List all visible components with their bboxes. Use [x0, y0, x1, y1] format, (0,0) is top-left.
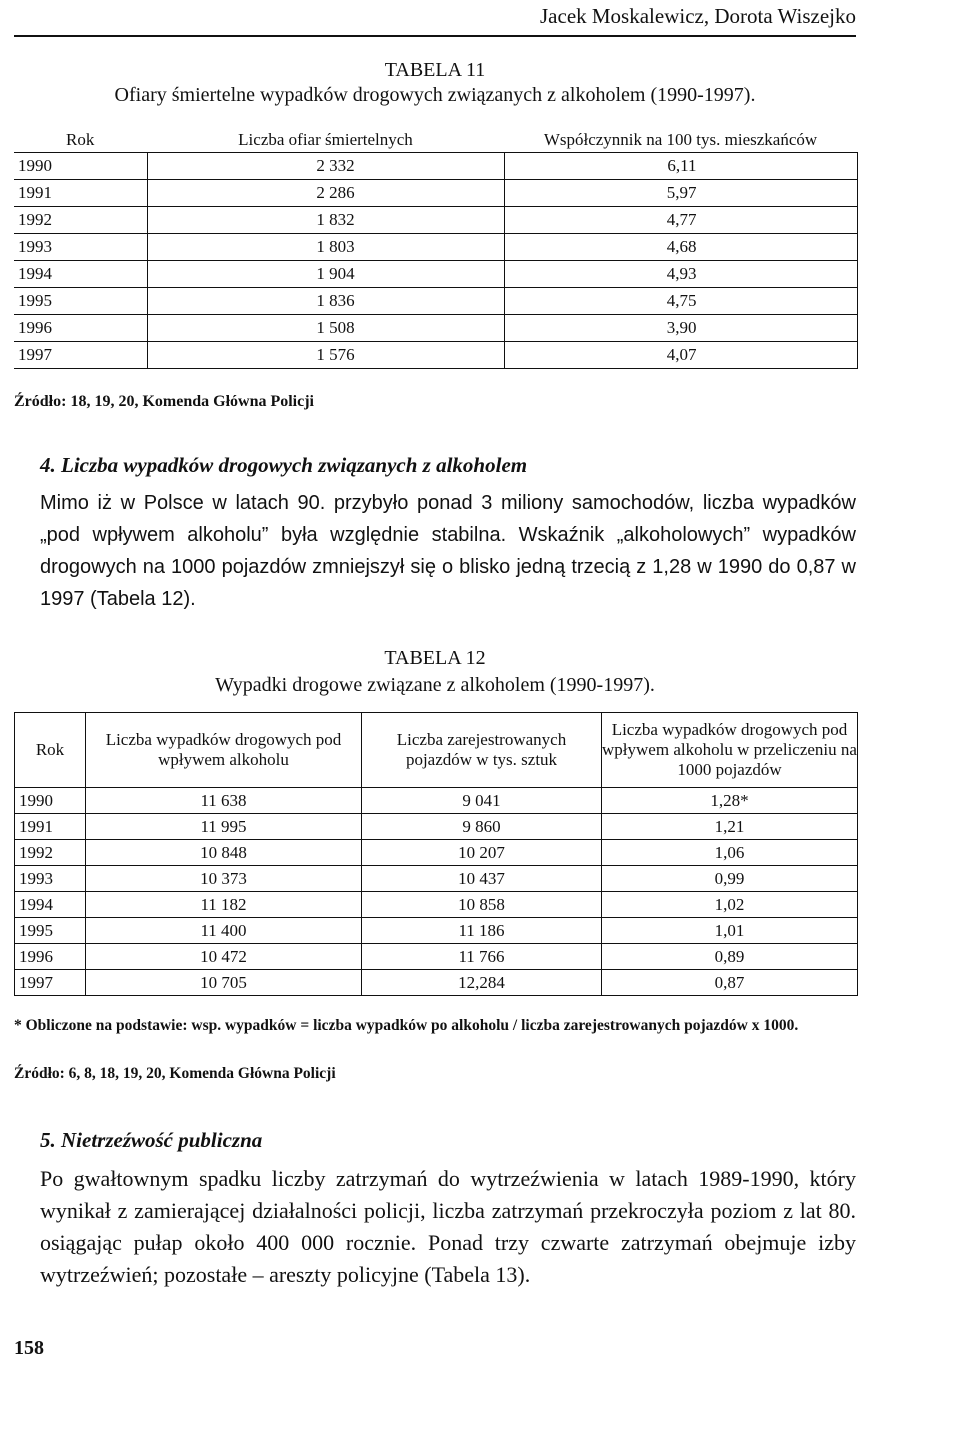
cell-year: 1990: [15, 788, 86, 814]
running-header: Jacek Moskalewicz, Dorota Wiszejko: [14, 2, 856, 37]
cell-year: 1992: [14, 207, 147, 234]
cell-year: 1995: [14, 288, 147, 315]
table-row: [14, 315, 857, 342]
cell-fatalities: 1 904: [147, 261, 504, 288]
table-row: [15, 944, 858, 970]
section5-heading: 5. Nietrzeźwość publiczna: [40, 1128, 263, 1152]
table12-header-row: [15, 713, 858, 788]
cell-fatalities: 1 836: [147, 288, 504, 315]
table12-col-header: Liczba wypadków drogowych pod wpływem alkoholu w przeliczeniu na 1000 pojazdów: [602, 713, 858, 788]
cell-year: 1990: [14, 153, 147, 180]
cell-year: 1996: [14, 315, 147, 342]
table12-col-header: Rok: [15, 713, 86, 788]
table-row: [15, 814, 858, 840]
cell-rate: 1,21: [602, 814, 858, 840]
cell-year: 1996: [15, 944, 86, 970]
table-row: [14, 180, 857, 207]
table12-source: Źródło: 6, 8, 18, 19, 20, Komenda Główna Policji: [14, 1065, 336, 1082]
cell-vehicles: 11 766: [362, 944, 602, 970]
cell-rate: 6,11: [504, 153, 857, 180]
table12: [14, 712, 858, 996]
table11-col-header: Współczynnik na 100 tys. mieszkańców: [504, 128, 857, 153]
cell-accidents: 10 705: [86, 970, 362, 996]
table12-label: TABELA 12: [384, 647, 486, 669]
cell-rate: 5,97: [504, 180, 857, 207]
section5-paragraph: Po gwałtownym spadku liczby zatrzymań do wytrzeźwienia w latach 1989-1990, który wynikał z zamierającej działalności policji, liczba zatrzymań przekroczyła poziom z lat 80. osiągając pułap około 400 000 rocznie. Ponad trzy czwarte zatrzymań obejmuje izby wytrzeźwień; pozostałe – areszty policyjne (Tabela 13).: [40, 1166, 856, 1287]
cell-rate: 1,28*: [602, 788, 858, 814]
cell-year: 1991: [14, 180, 147, 207]
cell-year: 1993: [15, 866, 86, 892]
cell-year: 1995: [15, 918, 86, 944]
table-row: [14, 261, 857, 288]
cell-rate: 0,99: [602, 866, 858, 892]
cell-rate: 0,89: [602, 944, 858, 970]
cell-vehicles: 9 041: [362, 788, 602, 814]
table12-title: Wypadki drogowe związane z alkoholem (1990-1997).: [215, 674, 655, 696]
cell-accidents: 11 182: [86, 892, 362, 918]
cell-fatalities: 1 508: [147, 315, 504, 342]
cell-rate: 0,87: [602, 970, 858, 996]
cell-fatalities: 1 803: [147, 234, 504, 261]
cell-rate: 4,93: [504, 261, 857, 288]
section4-paragraph: Mimo iż w Polsce w latach 90. przybyło ponad 3 miliony samochodów, liczba wypadków „pod wpływem alkoholu” była względnie stabilna. Wskaźnik „alkoholowych” wypadków drogowych na 1000 pojazdów zmniejszył się o blisko jedną trzecią z 1,28 w 1990 do 0,87 w 1997 (Tabela 12).: [40, 492, 856, 610]
cell-rate: 1,02: [602, 892, 858, 918]
cell-rate: 4,07: [504, 342, 857, 369]
table-row: [14, 207, 857, 234]
cell-fatalities: 1 576: [147, 342, 504, 369]
cell-rate: 4,68: [504, 234, 857, 261]
cell-fatalities: 2 332: [147, 153, 504, 180]
table-row: [14, 234, 857, 261]
table-row: [14, 153, 857, 180]
cell-year: 1992: [15, 840, 86, 866]
table-row: [15, 788, 858, 814]
cell-vehicles: 10 858: [362, 892, 602, 918]
cell-vehicles: 12,284: [362, 970, 602, 996]
cell-fatalities: 2 286: [147, 180, 504, 207]
cell-accidents: 10 472: [86, 944, 362, 970]
table-row: [15, 866, 858, 892]
section4-heading: 4. Liczba wypadków drogowych związanych z alkoholem: [40, 453, 528, 477]
cell-year: 1994: [14, 261, 147, 288]
table-row: [15, 970, 858, 996]
cell-accidents: 10 373: [86, 866, 362, 892]
table11-source: Źródło: 18, 19, 20, Komenda Główna Policji: [14, 393, 314, 410]
cell-accidents: 11 995: [86, 814, 362, 840]
cell-fatalities: 1 832: [147, 207, 504, 234]
cell-rate: 4,75: [504, 288, 857, 315]
cell-rate: 1,06: [602, 840, 858, 866]
cell-vehicles: 10 207: [362, 840, 602, 866]
table12-col-header: Liczba zarejestrowanych pojazdów w tys. sztuk: [362, 713, 602, 788]
cell-year: 1997: [15, 970, 86, 996]
page-number: 158: [14, 1337, 44, 1359]
cell-vehicles: 10 437: [362, 866, 602, 892]
table11-label: TABELA 11: [384, 59, 486, 81]
table11-title: Ofiary śmiertelne wypadków drogowych związanych z alkoholem (1990-1997).: [114, 84, 756, 106]
table-row: [15, 918, 858, 944]
table12-footnote: * Obliczone na podstawie: wsp. wypadków = liczba wypadków po alkoholu / liczba zarejestrowanych pojazdów x 1000.: [14, 1017, 799, 1034]
table11-header-row: [14, 128, 857, 153]
table-row: [14, 288, 857, 315]
table-row: [15, 840, 858, 866]
cell-year: 1994: [15, 892, 86, 918]
cell-vehicles: 11 186: [362, 918, 602, 944]
cell-vehicles: 9 860: [362, 814, 602, 840]
cell-year: 1993: [14, 234, 147, 261]
cell-accidents: 10 848: [86, 840, 362, 866]
cell-year: 1991: [15, 814, 86, 840]
cell-accidents: 11 400: [86, 918, 362, 944]
cell-accidents: 11 638: [86, 788, 362, 814]
cell-rate: 4,77: [504, 207, 857, 234]
table11-col-header: Rok: [14, 128, 147, 153]
cell-rate: 3,90: [504, 315, 857, 342]
cell-year: 1997: [14, 342, 147, 369]
table12-col-header: Liczba wypadków drogowych pod wpływem alkoholu: [86, 713, 362, 788]
table11-col-header: Liczba ofiar śmiertelnych: [147, 128, 504, 153]
table-row: [15, 892, 858, 918]
table11: [14, 128, 858, 369]
cell-rate: 1,01: [602, 918, 858, 944]
table-row: [14, 342, 857, 369]
